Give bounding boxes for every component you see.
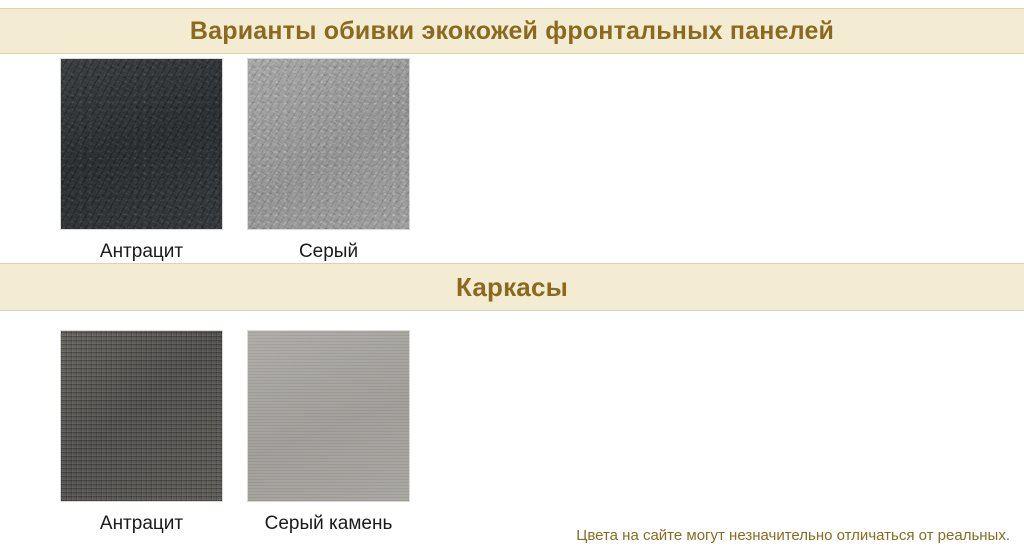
- swatch-group-frames: [60, 330, 410, 535]
- color-disclaimer: Цвета на сайте могут незначительно отличаться от реальных.: [576, 527, 1010, 544]
- swatch-item-anthracite-frame[interactable]: [60, 330, 223, 535]
- section-title: Варианты обивки экокожей фронтальных панелей: [189, 16, 835, 45]
- swatch-sample[interactable]: [60, 58, 223, 230]
- section-banner-frames: [0, 263, 1024, 311]
- swatch-sample[interactable]: [60, 330, 223, 502]
- swatch-group-upholstery: [60, 58, 410, 263]
- swatch-item-grey-leather[interactable]: [247, 58, 410, 263]
- swatch-sample[interactable]: [247, 330, 410, 502]
- swatch-item-grey-stone-frame[interactable]: [247, 330, 410, 535]
- swatch-label: Серый камень: [264, 513, 393, 534]
- section-title: Каркасы: [455, 271, 569, 302]
- swatch-label: Серый: [298, 241, 359, 262]
- section-banner-upholstery: [0, 8, 1024, 54]
- swatch-row: [60, 330, 410, 535]
- swatch-label: Антрацит: [99, 241, 184, 262]
- swatch-item-anthracite-leather[interactable]: [60, 58, 223, 263]
- swatch-label: Антрацит: [99, 513, 184, 534]
- swatch-sample[interactable]: [247, 58, 410, 230]
- swatch-row: [60, 58, 410, 263]
